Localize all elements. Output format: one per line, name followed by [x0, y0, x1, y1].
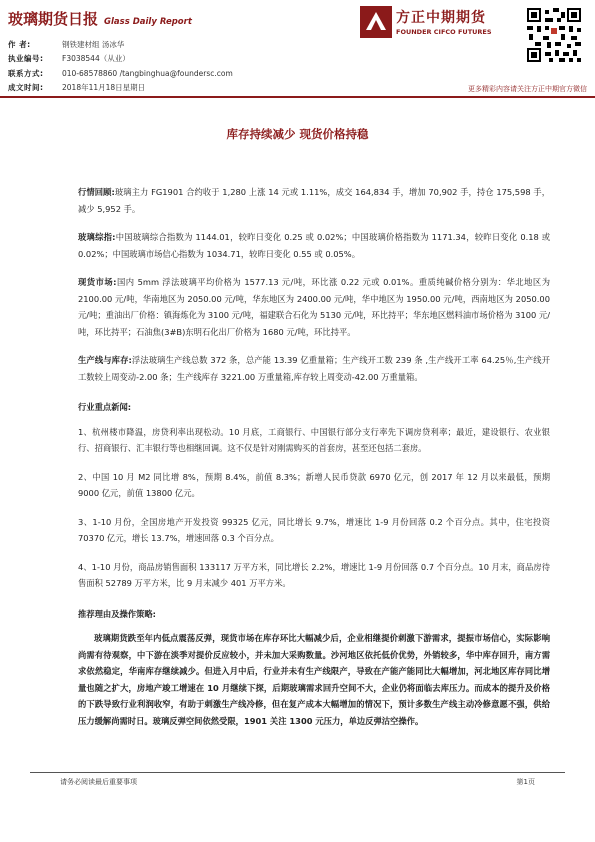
meta-key: 执业编号: — [8, 54, 44, 64]
company-logo — [360, 6, 515, 42]
glass-index-paragraph — [78, 229, 550, 262]
report-title-en: Glass Daily Report — [104, 17, 192, 27]
meta-key: 成文时间: — [8, 83, 44, 93]
section-text: 玻璃主力 FG1901 合约收于 1,280 上涨 14 元或 1.11%，成交 164,834 手，增加 70,902 手，持仓 175,598 手，减少 5,952 手。 — [78, 187, 551, 214]
meta-value: F3038544（从业） — [62, 54, 130, 64]
meta-value: 2018年11月18日星期日 — [62, 83, 146, 93]
page-number: 第1页 — [516, 778, 535, 786]
section-label: 行情回顾: — [78, 187, 115, 197]
news-list — [78, 424, 550, 592]
meta-value[interactable]: 010-68578860 /tangbinghua@foundersc.com — [62, 68, 233, 78]
news-item: 1、杭州楼市降温，房贷利率出现松动。10 月底，工商银行、中国银行部分支行率先下调房贷利率；最近，建设银行、农业银行、招商银行、汇丰银行等也相继回调。这不仅是针对刚需购买的首套房，甚至还包括二套房。 — [78, 426, 550, 453]
section-label: 玻璃综指: — [78, 232, 116, 242]
market-review-paragraph — [78, 184, 550, 217]
founder-logo-icon — [360, 6, 392, 38]
header-divider — [0, 96, 595, 98]
news-item: 2、中国 10 月 M2 同比增 8%，预期 8.4%，前值 8.3%；新增人民币贷款 6970 亿元，创 2017 年 12 月以来最低，预期 9000 亿元，前值 13800 亿元。 — [78, 471, 550, 498]
strategy-heading: 推荐理由及操作策略: — [78, 608, 156, 619]
footer-divider — [30, 772, 565, 773]
meta-value: 钢铁建材组 汤冰华 — [62, 39, 125, 49]
report-body — [78, 184, 550, 741]
author-meta — [8, 37, 438, 95]
report-title-cn: 玻璃期货日报 — [8, 10, 99, 28]
footer-disclaimer: 请务必阅读最后重要事项 — [60, 778, 137, 786]
news-item: 3、1-10 月份，全国房地产开发投资 99325 亿元，同比增长 9.7%，增速比 1-9 月份回落 0.2 个百分点。其中，住宅投资 70370 亿元，增长 13.7%，增速回落 0.3 个百分点。 — [78, 516, 550, 543]
spot-market-paragraph — [78, 274, 550, 340]
logo-text-en: FOUNDER CIFCO FUTURES — [396, 28, 492, 36]
section-text: 中国玻璃综合指数为 1144.01，较昨日变化 0.25 或 0.02%；中国玻璃价格指数为 1171.34，较昨日变化 0.18 或 0.02%；中国玻璃市场信心指数为 1034.71，较昨日变化 0.55 或 0.05%。 — [78, 232, 550, 259]
wechat-follow-link[interactable]: 更多精彩内容请关注方正中期官方微信 — [468, 85, 587, 93]
section-label: 现货市场: — [78, 277, 117, 287]
section-label: 生产线与库存: — [78, 355, 132, 365]
meta-key: 联系方式: — [8, 68, 44, 78]
news-item: 4、1-10 月份，商品房销售面积 133117 万平方米，同比增长 2.2%，增速比 1-9 月份回落 0.7 个百分点。10 月末，商品房待售面积 52789 万平方米，比 9 月末减少 401 万平方米。 — [78, 561, 550, 588]
section-text: 国内 5mm 浮法玻璃平均价格为 1577.13 元/吨，环比涨 0.22 元或 0.01%。重质纯碱价格分别为：华北地区为 2100.00 元/吨，华南地区为 2050.00 元/吨，华东地区为 2400.00 元/吨，华中地区为 1950.00 元/吨，西南地区为 2050.00 元/吨；重油出厂价格：镇海炼化为 3100 元/吨，福建联合石化为 5130 元/吨，环比持平；华东地区燃料油市场价格为 3100 元/吨，环比持平；石油焦(3#B)东明石化出厂价格为 1680 元/吨，环比持平。 — [78, 277, 551, 337]
report-title — [8, 8, 192, 29]
document-title: 库存持续减少 现货价格持稳 — [226, 127, 369, 141]
production-inventory-paragraph — [78, 352, 550, 385]
news-heading: 行业重点新闻: — [78, 402, 132, 412]
logo-text-cn: 方正中期期货 — [396, 10, 486, 26]
qr-code-icon — [525, 6, 583, 64]
meta-key: 作 者: — [8, 39, 31, 49]
section-text: 浮法玻璃生产线总数 372 条，总产能 13.39 亿重量箱；生产线开工数 239 条 ,生产线开工率 64.25％,生产线开工数较上周变动-2.00 条；生产线库存 3221.00 万重量箱,库存较上周变动-42.00 万重量箱。 — [78, 355, 550, 382]
strategy-paragraph: 玻璃期货跌至年内低点震荡反弹，现货市场在库存环比大幅减少后，企业相继提价刺激下游需求，提振市场信心，实际影响尚需有待观察，中下游在淡季对提价反应较小，并未加大采购数量。沙河地区依托低价优势，外销较多，华中库存回升，南方需求依然稳定，华南库存继续减少。但进入月中后，行业并未有生产线限产，导致在产能产能同比大幅增加，河北地区库存同比增量也随之扩大，房地产竣工增速在 10 月继续下探，后期玻璃需求回升空间不大，企业仍将面临去库压力。而成本的提升及价格的下跌导致行业利润收窄，有助于刺激生产线冷修，但在复产成本大幅增加的情况下，预计多数生产线主动冷修意愿不强，供给压力缓解尚需时日。玻璃反弹空间依然受限，1901 关注 1300 元压力，单边反弹沽空操作。 — [78, 633, 550, 726]
